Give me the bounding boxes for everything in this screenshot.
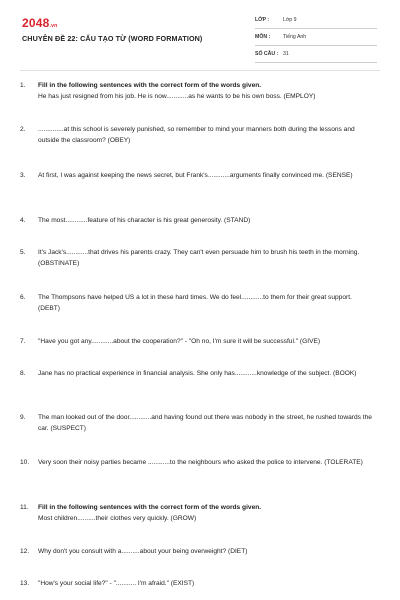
question-body (38, 124, 373, 147)
meta-value: 31 (283, 51, 289, 57)
question-number: 3. (20, 172, 26, 179)
question-number: 11. (20, 504, 29, 511)
question-number: 2. (20, 126, 26, 133)
question-number: 13. (20, 580, 30, 587)
question-text: He has just resigned from his job. He is now............as he wants to be his own boss. (EMPLOY) (38, 93, 316, 101)
logo-text: 2048 (22, 16, 50, 30)
question-text: The Thompsons have helped US a lot in these hard times. We do feel............to them for their great support. (DEBT) (38, 294, 352, 313)
question-body (38, 170, 373, 181)
question-text: Very soon their noisy parties became ............to the neighbours who asked the police to intervene. (TOLERATE) (38, 459, 363, 466)
question-number: 9. (20, 414, 26, 421)
question-body (38, 546, 373, 557)
question-body (38, 578, 373, 589)
question-text: Why don't you consult with a..........about your being overweight? (DIET) (38, 548, 248, 555)
question-number: 6. (20, 294, 26, 301)
question-body (38, 412, 373, 435)
topic-title: CHUYÊN ĐỀ 22: CẤU TẠO TỪ (WORD FORMATION) (22, 34, 203, 43)
meta-value: Lớp 9 (283, 17, 297, 23)
header-divider (20, 70, 380, 71)
question-instruction: Fill in the following sentences with the correct form of the words given. (38, 82, 262, 89)
question-body (38, 247, 373, 270)
question-body (38, 368, 373, 379)
meta-row-class (255, 14, 377, 29)
meta-row-count (255, 48, 377, 63)
question-text: ..............at this school is severely punished, so remember to mind your manners both during the lessons and outside the classroom? (OBEY) (38, 126, 355, 145)
question-text: Jane has no practical experience in financial analysis. She only has............knowledge of the subject. (BOOK) (38, 370, 357, 377)
question-text: The man looked out of the door............and having found out there was nobody in the street, he rushed towards the car. (SUSPECT) (38, 414, 372, 433)
document-header (0, 0, 400, 70)
meta-panel (255, 14, 377, 65)
meta-label: SỐ CÂU : (255, 51, 279, 57)
question-number: 10. (20, 459, 30, 466)
question-text: "How's your social life?" - "........... I'm afraid." (EXIST) (38, 580, 195, 587)
question-body (38, 457, 373, 468)
question-instruction: Fill in the following sentences with the correct form of the words given. (38, 504, 262, 511)
question-body (38, 336, 373, 347)
question-number: 1. (20, 82, 26, 89)
question-body (38, 80, 373, 103)
question-text: It's Jack's............that drives his parents crazy. They can't even persuade him to brush his teeth in the morning. (OBSTINATE) (38, 249, 360, 268)
question-number: 12. (20, 548, 30, 555)
question-body (38, 502, 373, 525)
site-logo[interactable] (22, 16, 57, 30)
question-number: 7. (20, 338, 26, 345)
question-number: 8. (20, 370, 26, 377)
meta-label: MÔN : (255, 34, 271, 40)
meta-value: Tiếng Anh (283, 34, 307, 40)
logo-suffix: .vn (49, 23, 58, 29)
meta-row-subject (255, 31, 377, 46)
question-text: The most............feature of his character is his great generosity. (STAND) (38, 217, 251, 224)
question-number: 5. (20, 249, 26, 256)
question-text: Most children..........their clothes very quickly. (GROW) (38, 515, 197, 523)
meta-label: LỚP : (255, 17, 270, 23)
question-text: At first, I was against keeping the news secret, but Frank's............arguments finally convinced me. (SENSE) (38, 172, 353, 179)
question-body (38, 292, 373, 315)
question-text: "Have you got any............about the cooperation?" - "Oh no, I'm sure it will be successful." (GIVE) (38, 338, 321, 345)
question-body (38, 215, 373, 226)
question-number: 4. (20, 217, 26, 224)
